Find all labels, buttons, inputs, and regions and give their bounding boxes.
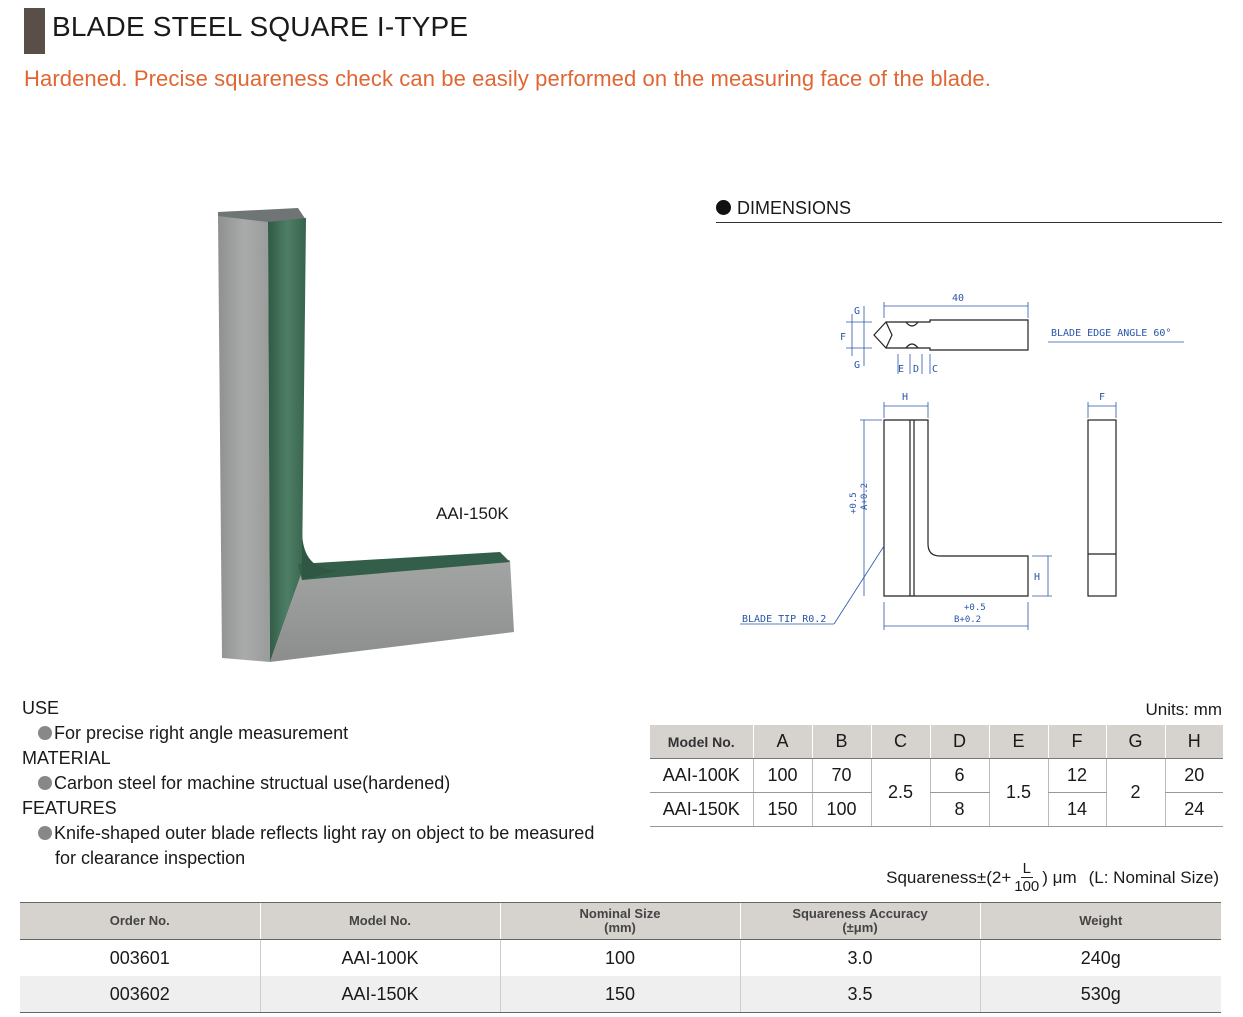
material-heading: MATERIAL [22,748,111,768]
dim-D: D [913,364,920,375]
dim-A-label: A+0.2 [860,482,870,510]
page-subtitle: Hardened. Precise squareness check can be easily performed on the measuring face of the blade. [24,66,991,91]
features-heading: FEATURES [22,798,117,818]
table-row: 003601 AAI-100K 100 3.0 240g [20,940,1221,977]
edge-angle-label: BLADE EDGE ANGLE 60° [1051,328,1172,339]
col-model-no: Model No. [260,903,500,940]
dimension-diagram [716,226,1222,636]
col-order-no: Order No. [20,903,260,940]
col-nominal-size: Nominal Size (mm) [500,903,740,940]
col-model: Model No. [650,725,753,759]
bullet-icon [38,726,52,740]
dimensions-heading: DIMENSIONS [716,198,1222,223]
col-squareness: Squareness Accuracy (±μm) [740,903,980,940]
col-E: E [989,725,1048,759]
dim-G-top: G [854,306,861,317]
material-item: Carbon steel for machine structual use(hardened) [22,771,642,796]
col-F: F [1048,725,1106,759]
dim-40: 40 [952,293,965,304]
col-weight: Weight [980,903,1221,940]
table-row: AAI-100K 100 70 2.5 6 1.5 12 2 20 [650,759,1223,793]
formula-fraction: $\frac{L}{100}$ [1014,860,1040,895]
dim-B-tol: +0.5 [964,603,986,613]
dimension-table [650,725,1223,827]
dim-B-label: B+0.2 [954,615,982,625]
dim-C: C [932,364,939,375]
table-row: AAI-150K 150 100 8 14 24 [650,793,1223,827]
units-label: Units: mm [1145,700,1222,719]
product-photo [210,200,520,670]
page-title: BLADE STEEL SQUARE I-TYPE [52,11,469,42]
dim-A-tol: +0.5 [849,492,859,514]
squareness-formula: Squareness±(2+ $\frac{L}{100}$ ) μm (L: Nominal Size) [886,860,1219,895]
col-G: G [1106,725,1165,759]
col-C: C [871,725,930,759]
use-heading: USE [22,698,60,718]
table-row: 003602 AAI-150K 150 3.5 530g [20,976,1221,1013]
col-B: B [812,725,871,759]
use-item: For precise right angle measurement [22,721,642,746]
title-accent-bar [24,8,45,54]
blade-tip-label: BLADE TIP R0.2 [742,614,827,625]
bullet-icon [716,200,731,215]
bullet-icon [38,776,52,790]
bullet-icon [38,826,52,840]
col-A: A [753,725,812,759]
dim-F-top: F [840,332,847,343]
dim-F-side: F [1099,392,1106,403]
dim-H-side: H [1034,572,1041,583]
product-label: AAI-150K [436,504,509,523]
features-item-cont: for clearance inspection [55,848,246,868]
col-D: D [930,725,989,759]
order-table [20,902,1221,1013]
dim-E: E [898,364,905,375]
col-H: H [1165,725,1223,759]
specs-section [22,696,642,871]
dim-G-bottom: G [854,360,861,371]
features-item: Knife-shaped outer blade reflects light ray on object to be measured [22,821,642,846]
dim-H-top: H [902,392,909,403]
